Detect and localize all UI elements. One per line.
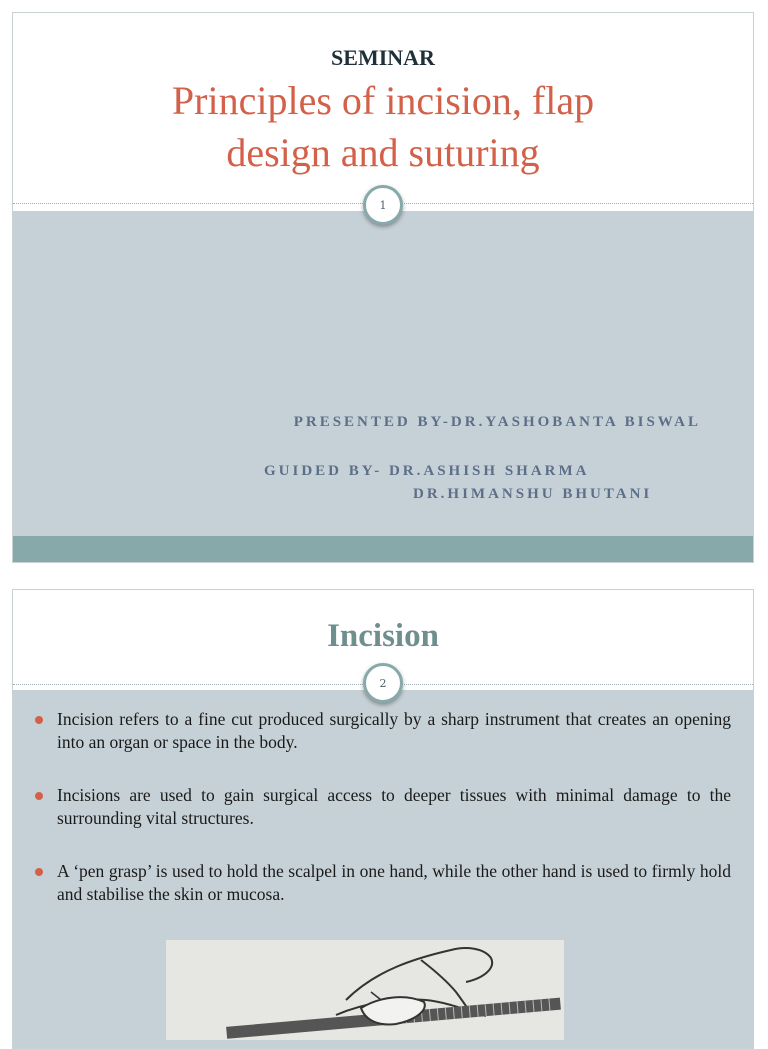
slide-number-badge: 2 [363, 663, 403, 703]
bullet-item [35, 860, 731, 906]
slide-1 [12, 12, 754, 563]
seminar-label: SEMINAR [331, 45, 435, 70]
bullet-list [35, 708, 731, 936]
bullet-dot-icon [35, 716, 43, 724]
bullet-text: Incision refers to a fine cut produced surgically by a sharp instrument that creates an opening into an organ or space in the body. [57, 709, 731, 752]
bullet-text: Incisions are used to gain surgical access to deeper tissues with minimal damage to the surrounding vital structures. [57, 785, 731, 828]
bullet-item [35, 784, 731, 830]
slide-1-footer-band [13, 536, 753, 563]
slide-title: Incision [327, 618, 439, 654]
guided-by-line-1: GUIDED BY- DR.ASHISH SHARMA [264, 463, 590, 479]
bullet-dot-icon [35, 868, 43, 876]
title-line-2: design and suturing [226, 130, 540, 175]
hand-holding-scalpel-image [166, 940, 564, 1040]
title-line-1: Principles of incision, flap [171, 78, 595, 123]
guided-by-line-2: DR.HIMANSHU BHUTANI [413, 486, 653, 502]
scalpel-grasp-illustration [166, 940, 564, 1040]
slide-2 [12, 589, 754, 1049]
bullet-dot-icon [35, 792, 43, 800]
bullet-item [35, 708, 731, 754]
slide-number-badge: 1 [363, 185, 403, 225]
slide-1-title-area [13, 13, 753, 209]
bullet-text: A ‘pen grasp’ is used to hold the scalpel in one hand, while the other hand is used to firmly hold and stabilise the skin or mucosa. [57, 861, 731, 904]
presented-by: PRESENTED BY-DR.YASHOBANTA BISWAL [293, 414, 701, 430]
presentation-title [13, 75, 753, 179]
